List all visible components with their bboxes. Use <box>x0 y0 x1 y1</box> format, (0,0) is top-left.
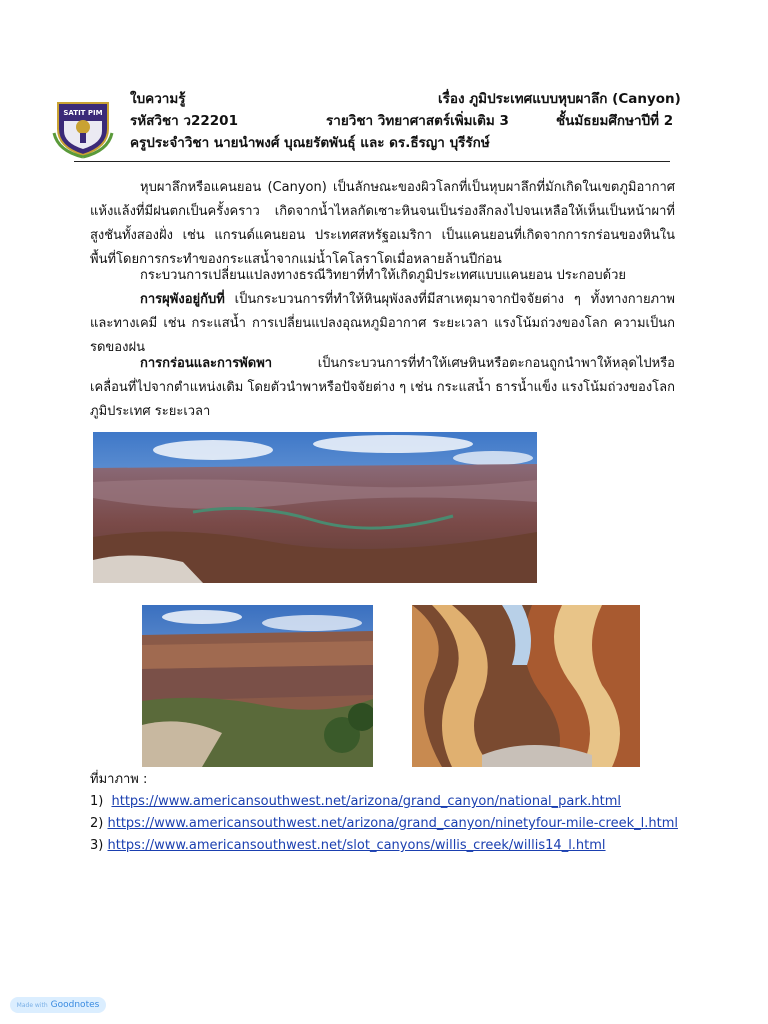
svg-text:SATIT PIM: SATIT PIM <box>63 109 103 117</box>
source-number: 3) <box>90 838 104 853</box>
doc-topic: เรื่อง ภูมิประเทศแบบหุบผาลึก (Canyon) <box>438 91 681 107</box>
erosion-text: เป็นกระบวนการที่ทำให้เศษหินหรือตะกอนถูกนำพาให้หลุดไปหรือเคลื่อนที่ไปจากตำแหน่งเดิม โดยตัวนำพาหรือปัจจัยต่าง ๆ เช่น กระแสน้ำ ธารน้ำแข็ง แรงโน้มถ่วงของโลก ภูมิประเทศ ระยะเวลา <box>90 356 675 419</box>
source-number: 2) <box>90 816 104 831</box>
ninetyfour-mile-creek-photo <box>142 605 373 767</box>
weathering-text: เป็นกระบวนการที่ทำให้หินผุพังลงที่มีสาเหตุมาจากปัจจัยต่าง ๆ ทั้งทางกายภาพและทางเคมี เช่น กระแสน้ำ การเปลี่ยนแปลงอุณหภูมิอากาศ ระยะเวลา แรงโน้มถ่วงของโลก ความเป็นกรดของฝน <box>90 292 675 355</box>
school-logo <box>50 93 116 159</box>
source-item-2 <box>90 813 678 835</box>
term-erosion: การกร่อนและการพัดพา <box>140 356 273 371</box>
badge-prefix: Made with <box>16 1002 48 1009</box>
header-divider <box>74 161 670 162</box>
willis-creek-slot-canyon-photo <box>412 605 640 767</box>
sources-heading: ที่มาภาพ : <box>90 772 148 787</box>
source-item-3 <box>90 835 606 857</box>
teachers: ครูประจำวิชา นายนำพงศ์ บุณยรัตพันธุ์ และ ดร.ธีรญา บุรีรักษ์ <box>130 135 490 151</box>
paragraph-intro: หุบผาลึกหรือแคนยอน (Canyon) เป็นลักษณะของผิวโลกที่เป็นหุบผาลึกที่มักเกิดในเขตภูมิอากาศแห้งแล้งที่มีฝนตกเป็นครั้งคราว เกิดจากน้ำไหลกัดเซาะหินจนเป็นร่องลึกลงไปจนเหลือให้เห็นเป็นหน้าผาที่สูงชันทั้งสองฝั่ง เช่น แกรนด์แคนยอน ประเทศสหรัฐอเมริกา เป็นแคนยอนที่เกิดจากการกร่อนของหินในพื้นที่โดยการกระทำของกระแสน้ำจากแม่น้ำโคโลราโดเมื่อหลายล้านปีก่อน <box>90 180 675 267</box>
source-link-3[interactable]: https://www.americansouthwest.net/slot_canyons/willis_creek/willis14_l.html <box>107 838 606 853</box>
source-link-2[interactable]: https://www.americansouthwest.net/arizona/grand_canyon/ninetyfour-mile-creek_l.html <box>107 816 678 831</box>
doc-type: ใบความรู้ <box>130 91 186 107</box>
paragraph-erosion <box>90 352 675 424</box>
source-number: 1) <box>90 794 104 809</box>
goodnotes-badge <box>10 997 106 1013</box>
course-code: รหัสวิชา ว22201 <box>130 113 238 129</box>
course-name: รายวิชา วิทยาศาสตร์เพิ่มเติม 3 <box>326 113 509 129</box>
grand-canyon-panorama-photo <box>93 432 537 583</box>
grade-level: ชั้นมัธยมศึกษาปีที่ 2 <box>556 113 674 129</box>
term-weathering: การผุพังอยู่กับที่ <box>140 292 225 307</box>
source-link-1[interactable]: https://www.americansouthwest.net/arizona/grand_canyon/national_park.html <box>111 794 621 809</box>
source-item-1 <box>90 791 621 813</box>
paragraph-process: กระบวนการเปลี่ยนแปลงทางธรณีวิทยาที่ทำให้เกิดภูมิประเทศแบบแคนยอน ประกอบด้วย <box>140 268 627 283</box>
badge-brand: Goodnotes <box>50 1000 100 1010</box>
paragraph-weathering <box>90 288 675 360</box>
